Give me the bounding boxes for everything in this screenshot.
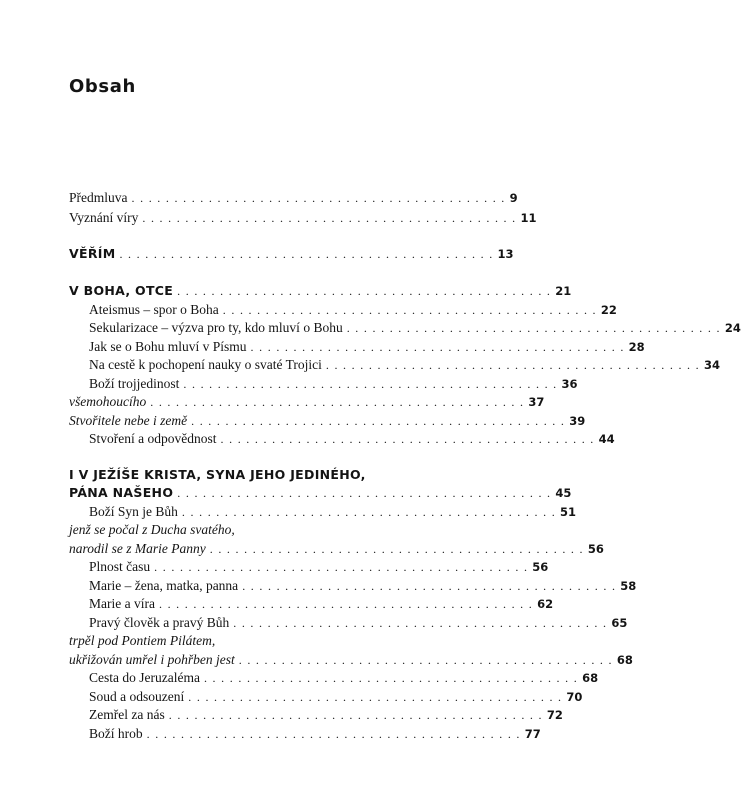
toc-entry-page: 36 (561, 377, 578, 391)
toc-entry-page: 45 (555, 486, 572, 500)
toc-entry[interactable] (89, 705, 563, 725)
dot-leader: . . . . . . . . . . . . . . . . . . . . . . . . . . . . . . . . . . . . . . . . . . . . (119, 247, 494, 261)
dot-leader: . . . . . . . . . . . . . . . . . . . . . . . . . . . . . . . . . . . . . . . . . . . . (242, 579, 617, 593)
toc-entry-label: trpěl pod Pontiem Pilátem, (69, 633, 216, 648)
dot-leader: . . . . . . . . . . . . . . . . . . . . . . . . . . . . . . . . . . . . . . . . . . . . (146, 727, 521, 741)
toc-entry-label: Boží Syn je Bůh (89, 504, 178, 519)
toc-entry-page: 39 (569, 414, 586, 428)
toc-entry[interactable] (89, 355, 720, 375)
toc-entry[interactable] (69, 650, 633, 670)
toc-entry-label: Sekularizace – výzva pro ty, kdo mluví o Bohu (89, 320, 343, 335)
toc-entry[interactable] (89, 502, 577, 522)
toc-entry-page: 37 (528, 395, 545, 409)
dot-leader: . . . . . . . . . . . . . . . . . . . . . . . . . . . . . . . . . . . . . . . . . . . . (150, 395, 525, 409)
toc-entry-label: Marie – žena, matka, panna (89, 578, 239, 593)
toc-entry-label: Stvoření a odpovědnost (89, 431, 217, 446)
toc-entry-label: Boží hrob (89, 726, 143, 741)
toc-entry[interactable] (69, 188, 518, 208)
toc-entry-page: 62 (537, 597, 554, 611)
toc-entry-page: 13 (497, 247, 514, 261)
toc-heading-line (69, 520, 439, 540)
toc-section-heading (69, 465, 439, 485)
toc-entry-page: 68 (616, 653, 633, 667)
dot-leader: . . . . . . . . . . . . . . . . . . . . . . . . . . . . . . . . . . . . . . . . . . . . (203, 671, 579, 685)
toc-entry-label: Předmluva (69, 190, 128, 205)
dot-leader: . . . . . . . . . . . . . . . . . . . . . . . . . . . . . . . . . . . . . . . . . . . . (177, 284, 552, 298)
toc-entry-page: 51 (560, 505, 577, 519)
toc-entry-label: Na cestě k pochopení nauky o svaté Trojici (89, 357, 322, 372)
toc-entry-label: Zemřel za nás (89, 707, 165, 722)
toc-section[interactable] (69, 244, 514, 264)
toc-entry-page: 28 (628, 340, 645, 354)
dot-leader: . . . . . . . . . . . . . . . . . . . . . . . . . . . . . . . . . . . . . . . . . . . . (154, 560, 529, 574)
toc-entry-label: Soud a odsouzení (89, 689, 185, 704)
toc-entry[interactable] (89, 668, 599, 688)
dot-leader: . . . . . . . . . . . . . . . . . . . . . . . . . . . . . . . . . . . . . . . . . . . . (233, 616, 608, 630)
toc-entry-page: 34 (703, 358, 720, 372)
toc-entry[interactable] (89, 300, 617, 320)
toc-entry-page: 11 (520, 211, 537, 225)
toc-entry[interactable] (89, 576, 637, 596)
toc-entry-label: ukřižován umřel i pohřben jest (69, 652, 235, 667)
toc-entry-page: 22 (600, 303, 617, 317)
toc-entry-page: 44 (598, 432, 615, 446)
toc-entry-label: Boží trojjedinost (89, 376, 180, 391)
dot-leader: . . . . . . . . . . . . . . . . . . . . . . . . . . . . . . . . . . . . . . . . . . . . (191, 414, 566, 428)
toc-entry[interactable] (89, 429, 615, 449)
dot-leader: . . . . . . . . . . . . . . . . . . . . . . . . . . . . . . . . . . . . . . . . . . . . (183, 377, 558, 391)
toc-entry[interactable] (69, 392, 545, 412)
toc-entry-page: 68 (582, 671, 599, 685)
toc-entry-label: Vyznání víry (69, 210, 139, 225)
toc-entry-page: 56 (587, 542, 604, 556)
dot-leader: . . . . . . . . . . . . . . . . . . . . . . . . . . . . . . . . . . . . . . . . . . . . (158, 597, 534, 611)
toc-entry-page: 21 (555, 284, 572, 298)
toc-entry[interactable] (89, 337, 645, 357)
toc-entry-page: 24 (724, 321, 741, 335)
toc-section[interactable] (69, 483, 572, 503)
toc-entry[interactable] (89, 724, 541, 744)
dot-leader: . . . . . . . . . . . . . . . . . . . . . . . . . . . . . . . . . . . . . . . . . . . . (325, 358, 700, 372)
toc-entry-label: Jak se o Bohu mluví v Písmu (89, 339, 247, 354)
toc-entry[interactable] (89, 613, 628, 633)
toc-entry-label: V BOHA, OTCE (69, 283, 174, 298)
toc-heading-line (69, 631, 439, 651)
toc-entry-label: Cesta do Jeruzaléma (89, 670, 200, 685)
toc-entry[interactable] (69, 208, 537, 228)
toc-entry[interactable] (89, 557, 549, 577)
dot-leader: . . . . . . . . . . . . . . . . . . . . . . . . . . . . . . . . . . . . . . . . . . . . (142, 211, 517, 225)
toc-entry-label: všemohoucího (69, 394, 147, 409)
toc-entry-label: Pravý člověk a pravý Bůh (89, 615, 230, 630)
toc-entry-page: 70 (566, 690, 583, 704)
toc-entry-label: Stvořitele nebe i země (69, 413, 188, 428)
toc-entry-label: Plnost času (89, 559, 151, 574)
toc-section[interactable] (69, 281, 572, 301)
toc-entry-label: narodil se z Marie Panny (69, 541, 206, 556)
dot-leader: . . . . . . . . . . . . . . . . . . . . . . . . . . . . . . . . . . . . . . . . . . . . (188, 690, 563, 704)
toc-entry-page: 77 (524, 727, 541, 741)
dot-leader: . . . . . . . . . . . . . . . . . . . . . . . . . . . . . . . . . . . . . . . . . . . . (220, 432, 595, 446)
dot-leader: . . . . . . . . . . . . . . . . . . . . . . . . . . . . . . . . . . . . . . . . . . . . (222, 303, 597, 317)
toc-entry-page: 9 (509, 191, 518, 205)
toc-entry-label: jenž se počal z Ducha svatého, (69, 522, 235, 537)
toc-entry[interactable] (89, 594, 554, 614)
dot-leader: . . . . . . . . . . . . . . . . . . . . . . . . . . . . . . . . . . . . . . . . . . . . (168, 708, 543, 722)
toc-entry[interactable] (69, 539, 604, 559)
dot-leader: . . . . . . . . . . . . . . . . . . . . . . . . . . . . . . . . . . . . . . . . . . . . (209, 542, 584, 556)
dot-leader: . . . . . . . . . . . . . . . . . . . . . . . . . . . . . . . . . . . . . . . . . . . . (131, 191, 506, 205)
toc-entry[interactable] (89, 687, 583, 707)
toc-entry-label: Marie a víra (89, 596, 155, 611)
dot-leader: . . . . . . . . . . . . . . . . . . . . . . . . . . . . . . . . . . . . . . . . . . . . (238, 653, 613, 667)
toc-entry-page: 56 (532, 560, 549, 574)
toc-entry-label: I V JEŽÍŠE KRISTA, SYNA JEHO JEDINÉHO, (69, 467, 366, 482)
toc-entry-page: 72 (546, 708, 563, 722)
toc-entry[interactable] (89, 374, 578, 394)
toc-entry[interactable] (69, 411, 586, 431)
dot-leader: . . . . . . . . . . . . . . . . . . . . . . . . . . . . . . . . . . . . . . . . . . . . (177, 486, 552, 500)
dot-leader: . . . . . . . . . . . . . . . . . . . . . . . . . . . . . . . . . . . . . . . . . . . . (346, 321, 721, 335)
toc-entry-label: PÁNA NAŠEHO (69, 485, 174, 500)
toc-entry-label: Ateismus – spor o Boha (89, 302, 219, 317)
dot-leader: . . . . . . . . . . . . . . . . . . . . . . . . . . . . . . . . . . . . . . . . . . . . (250, 340, 625, 354)
toc-entry-label: VĚŘÍM (69, 246, 116, 261)
toc-entry-page: 65 (611, 616, 628, 630)
toc-entry[interactable] (89, 318, 741, 338)
page-title: Obsah (69, 76, 136, 97)
toc-entry-page: 58 (620, 579, 637, 593)
dot-leader: . . . . . . . . . . . . . . . . . . . . . . . . . . . . . . . . . . . . . . . . . . . . (181, 505, 556, 519)
